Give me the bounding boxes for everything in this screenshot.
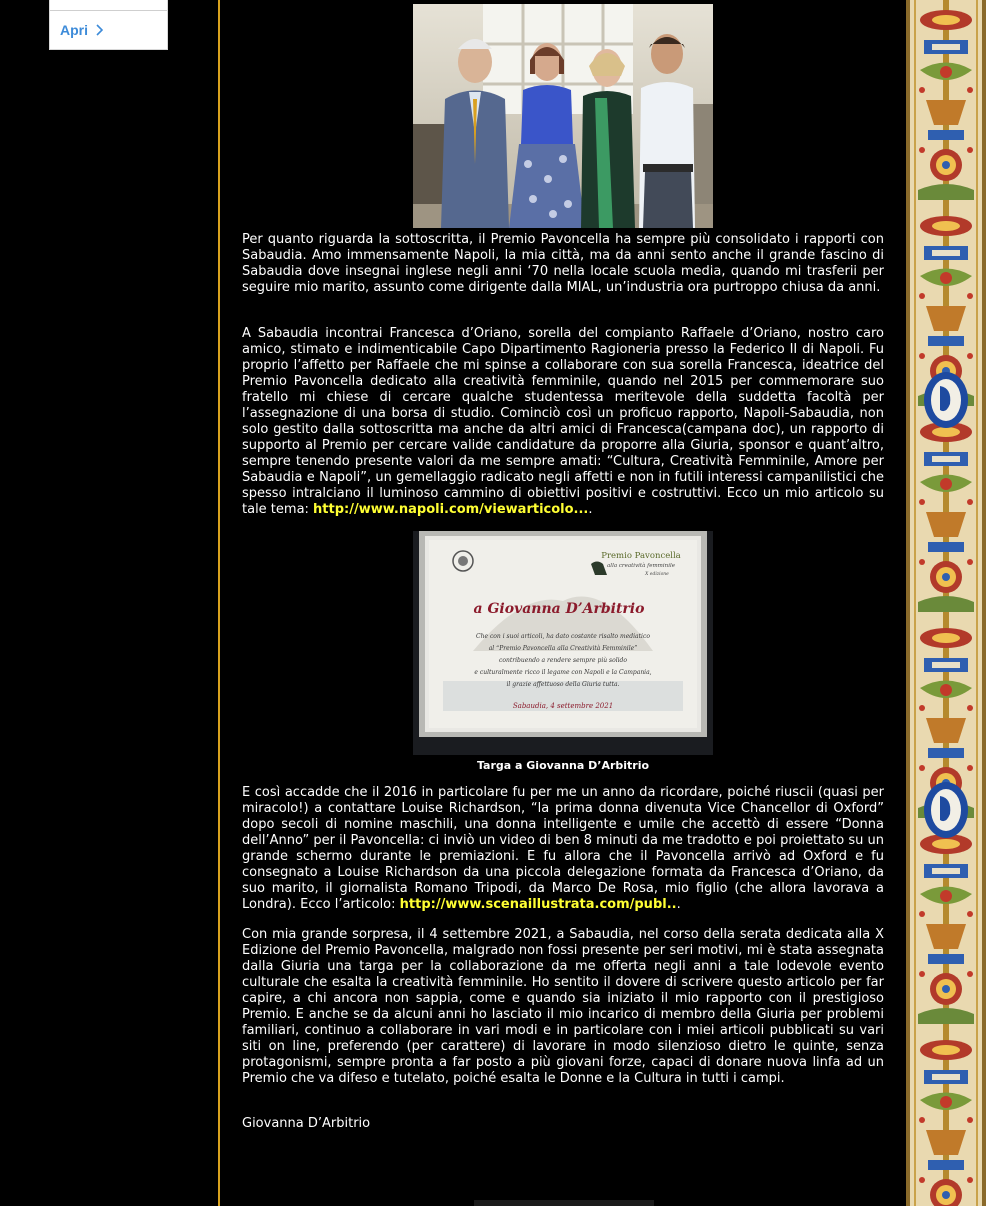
group-photo	[413, 4, 713, 228]
ornamental-border	[906, 0, 986, 1206]
plaque-caption: Targa a Giovanna D’Arbitrio	[476, 759, 650, 772]
plaque-line: Che con i suoi articoli, ha dato costante risalto mediatico	[476, 633, 650, 640]
plaque-recipient: a Giovanna D’Arbitrio	[473, 601, 645, 617]
paragraph-3-text: E così accadde che il 2016 in particolare fu per me un anno da ricordare, poiché riuscii (quasi per miracolo!) a contattare Louise Richardson, “la prima donna divenuta Vice Chancellor di Oxford” dopo secoli di nomine maschili, una donna intelligente e umile che accettò di essere “Donna dell’Anno” per il Pavoncella: ci inviò un video di ben 8 minuti da me tradotto e poi proiettato su un grande schermo durante le premiazioni. E fu allora che il Pavoncella arrivò ad Oxford e fu consegnato a Louise Richardson da una piccola delegazione formata da Francesca d’Oriano, da suo marito, il giornalista Romano Tripodi, da Marco De Rosa, mio figlio (che allora lavorava a Londra). Ecco l’articolo:	[242, 785, 884, 912]
sidebar-widget	[49, 0, 168, 50]
scenaillustrata-article-link[interactable]: http://www.scenaillustrata.com/publ..	[399, 897, 677, 912]
column-divider	[218, 0, 220, 1206]
chevron-right-icon	[96, 24, 103, 36]
bottom-image-edge	[474, 1200, 654, 1206]
author-signature: Giovanna D’Arbitrio	[242, 1116, 371, 1131]
plaque-line: contribuendo a rendere sempre più solido	[498, 657, 628, 664]
plaque-line: e culturalmente ricco il legame con Napoli e la Campania,	[474, 669, 652, 676]
plaque-edition: X edizione	[645, 572, 669, 577]
open-button[interactable]	[60, 22, 103, 38]
plaque-brand-1: Premio Pavoncella	[601, 551, 681, 561]
paragraph-3	[242, 785, 884, 913]
plaque-line: al “Premio Pavoncella alla Creatività Femminile”	[488, 645, 638, 652]
plaque-line: il grazie affettuoso della Giuria tutta.	[506, 681, 620, 688]
paragraph-1: Per quanto riguarda la sottoscritta, il Premio Pavoncella ha sempre più consolidato i rapporti con Sabaudia. Amo immensamente Napoli, la mia città, ma da anni sento anche il grande fascino di Sabaudia dove insegnai inglese negli anni ‘70 nella locale scuola media, quando mi trasferii per seguire mio marito, assunto come dirigente dalla MIAL, un’industria ora purtroppo chiusa da anni.	[242, 232, 884, 295]
open-button-label: Apri	[60, 22, 88, 38]
plaque-brand-2: alla creatività femminile	[607, 563, 675, 569]
paragraph-2	[242, 326, 884, 518]
paragraph-4: Con mia grande sorpresa, il 4 settembre 2021, a Sabaudia, nel corso della serata dedicata alla X Edizione del Premio Pavoncella, malgrado non fossi presente per seri motivi, mi è stata assegnata dalla Giuria una targa per la collaborazione da me offerta negli anni a tale lodevole evento culturale che esalta la creatività femminile. Ho sentito il dovere di scrivere questo articolo per far capire, a chi ancora non sappia, come e quando sia iniziato il mio rapporto con il prestigioso Premio. E anche se da alcuni anni ho lasciato il mio incarico di membro della Giuria per problemi familiari, continuo a collaborare in vari modi e in particolare con i miei articoli pubblicati su vari siti on line, preferendo (per carattere) di lavorare in modo silenzioso dietro le quinte, senza protagonismi, sempre pronta a far posto a più giovani forze, capaci di donare nuova linfa ad un Premio che va difeso e tutelato, poiché esalta le Donne e la Cultura in tutti i campi.	[242, 927, 884, 1086]
plaque-photo	[413, 531, 713, 755]
widget-divider	[50, 10, 167, 11]
napoli-article-link[interactable]: http://www.napoli.com/viewarticolo...	[313, 502, 589, 517]
paragraph-2-text: A Sabaudia incontrai Francesca d’Oriano, sorella del compianto Raffaele d’Oriano, nostro caro amico, stimato e indimenticabile Capo Dipartimento Ragioneria presso la Federico II di Napoli. Fu proprio l’affetto per Raffaele che mi spinse a collaborare con sua sorella Francesca, ideatrice del Premio Pavoncella dedicato alla creatività femminile, quando nel 2015 per commemorare suo fratello mi chiese di cercare qualche studentessa meritevole della suddetta facoltà per l’assegnazione di una borsa di studio. Cominciò così un proficuo rapporto, Napoli-Sabaudia, non solo gestito dalla sottoscritta ma anche da altri amici di Francesca(campana doc), un rapporto di supporto al Premio per cercare valide candidature da proporre alla Giuria, sponsor e quant’altro, sempre tenendo presente valori da me sempre amati: “Cultura, Creatività Femminile, Amore per Sabaudia e Napoli”, un gemellaggio radicato negli affetti e non in futili interessi campanilistici che spesso intralciano il luminoso cammino di obiettivi positivi e costruttivi. Ecco un mio articolo su tale tema:	[242, 326, 884, 517]
link2-suffix: .	[676, 897, 681, 912]
link1-suffix: .	[588, 502, 593, 517]
plaque-date: Sabaudia, 4 settembre 2021	[512, 702, 614, 710]
